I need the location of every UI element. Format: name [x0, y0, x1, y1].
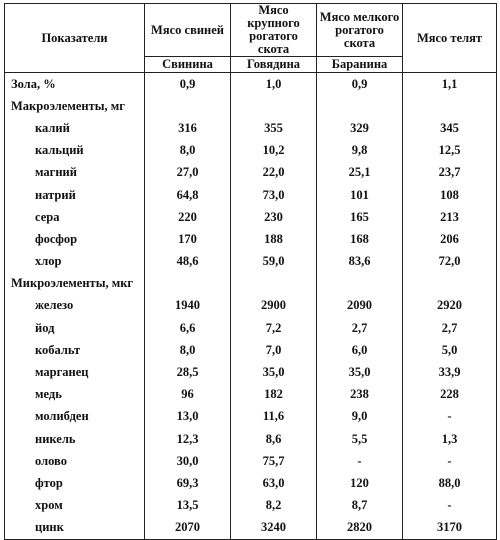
value-cell: 228: [403, 384, 497, 406]
element-label: медь: [5, 384, 145, 406]
element-label: молибден: [5, 406, 145, 428]
table-row: [5, 517, 497, 540]
element-label: олово: [5, 450, 145, 472]
value-cell: 35,0: [317, 361, 403, 383]
table-row: [5, 317, 497, 339]
pork-meat-header: Мясо свиней: [145, 4, 231, 57]
table-row: [5, 450, 497, 472]
beef-meat-header: Мясо крупного рогатого скота: [231, 4, 317, 57]
table-body: [5, 73, 497, 540]
value-cell: 2,7: [403, 317, 497, 339]
value-cell: 12,5: [403, 140, 497, 162]
micro-section-title: Микроэлементы, мкг: [5, 273, 145, 295]
element-label: кобальт: [5, 339, 145, 361]
value-cell: 8,0: [145, 339, 231, 361]
value-cell: 5,0: [403, 339, 497, 361]
value-cell: 6,0: [317, 339, 403, 361]
value-cell: -: [403, 406, 497, 428]
element-label: марганец: [5, 361, 145, 383]
value-cell: 9,8: [317, 140, 403, 162]
element-label: цинк: [5, 517, 145, 540]
table-row: [5, 361, 497, 383]
value-cell: 69,3: [145, 472, 231, 494]
element-label: фтор: [5, 472, 145, 494]
value-cell: 35,0: [231, 361, 317, 383]
table-row: [5, 184, 497, 206]
value-cell: 101: [317, 184, 403, 206]
value-cell: 10,2: [231, 140, 317, 162]
value-cell: 73,0: [231, 184, 317, 206]
value-cell: 1940: [145, 295, 231, 317]
value-cell: 88,0: [403, 472, 497, 494]
element-label: натрий: [5, 184, 145, 206]
value-cell: 1,3: [403, 428, 497, 450]
element-label: фосфор: [5, 228, 145, 250]
value-cell: 2,7: [317, 317, 403, 339]
value-cell: 213: [403, 206, 497, 228]
value-cell: 170: [145, 228, 231, 250]
value-cell: 182: [231, 384, 317, 406]
ash-value-pork: 0,9: [145, 73, 231, 96]
value-cell: 2920: [403, 295, 497, 317]
mutton-header: Баранина: [317, 57, 403, 73]
table-row: [5, 472, 497, 494]
table-row: [5, 162, 497, 184]
ash-value-mutton: 0,9: [317, 73, 403, 96]
element-label: сера: [5, 206, 145, 228]
value-cell: 220: [145, 206, 231, 228]
value-cell: 2090: [317, 295, 403, 317]
element-label: йод: [5, 317, 145, 339]
macro-section-row: [5, 95, 497, 117]
value-cell: 72,0: [403, 251, 497, 273]
value-cell: 30,0: [145, 450, 231, 472]
table-row: [5, 140, 497, 162]
veal-meat-header: Мясо телят: [403, 4, 497, 73]
value-cell: 238: [317, 384, 403, 406]
value-cell: 33,9: [403, 361, 497, 383]
value-cell: 11,6: [231, 406, 317, 428]
value-cell: 2900: [231, 295, 317, 317]
value-cell: 59,0: [231, 251, 317, 273]
element-label: магний: [5, 162, 145, 184]
value-cell: 83,6: [317, 251, 403, 273]
value-cell: 63,0: [231, 472, 317, 494]
table-row: [5, 384, 497, 406]
value-cell: 64,8: [145, 184, 231, 206]
value-cell: 3240: [231, 517, 317, 540]
element-label: никель: [5, 428, 145, 450]
value-cell: 165: [317, 206, 403, 228]
value-cell: 48,6: [145, 251, 231, 273]
ash-value-beef: 1,0: [231, 73, 317, 96]
value-cell: -: [403, 495, 497, 517]
value-cell: 6,6: [145, 317, 231, 339]
macro-section-title: Макроэлементы, мг: [5, 95, 145, 117]
value-cell: 120: [317, 472, 403, 494]
value-cell: 75,7: [231, 450, 317, 472]
indicators-header: Показатели: [5, 4, 145, 73]
value-cell: 329: [317, 117, 403, 139]
table-row: [5, 228, 497, 250]
value-cell: 12,3: [145, 428, 231, 450]
value-cell: 168: [317, 228, 403, 250]
ash-value-veal: 1,1: [403, 73, 497, 96]
value-cell: 345: [403, 117, 497, 139]
value-cell: 206: [403, 228, 497, 250]
value-cell: 2070: [145, 517, 231, 540]
value-cell: 8,0: [145, 140, 231, 162]
table-row: [5, 406, 497, 428]
value-cell: 7,0: [231, 339, 317, 361]
composition-table: [4, 3, 497, 540]
value-cell: -: [403, 450, 497, 472]
table-row: [5, 339, 497, 361]
value-cell: -: [317, 450, 403, 472]
value-cell: 8,7: [317, 495, 403, 517]
value-cell: 7,2: [231, 317, 317, 339]
value-cell: 96: [145, 384, 231, 406]
value-cell: 230: [231, 206, 317, 228]
value-cell: 316: [145, 117, 231, 139]
value-cell: 355: [231, 117, 317, 139]
header-row: [5, 4, 497, 57]
value-cell: 13,0: [145, 406, 231, 428]
value-cell: 108: [403, 184, 497, 206]
table-row: [5, 428, 497, 450]
value-cell: 28,5: [145, 361, 231, 383]
element-label: калий: [5, 117, 145, 139]
value-cell: 8,6: [231, 428, 317, 450]
table-row: [5, 295, 497, 317]
value-cell: 8,2: [231, 495, 317, 517]
pork-header: Свинина: [145, 57, 231, 73]
element-label: хлор: [5, 251, 145, 273]
table-row: [5, 206, 497, 228]
micro-section-row: [5, 273, 497, 295]
beef-header: Говядина: [231, 57, 317, 73]
table-row: [5, 251, 497, 273]
element-label: железо: [5, 295, 145, 317]
value-cell: 188: [231, 228, 317, 250]
value-cell: 25,1: [317, 162, 403, 184]
value-cell: 2820: [317, 517, 403, 540]
value-cell: 5,5: [317, 428, 403, 450]
value-cell: 9,0: [317, 406, 403, 428]
value-cell: 27,0: [145, 162, 231, 184]
value-cell: 23,7: [403, 162, 497, 184]
element-label: хром: [5, 495, 145, 517]
table-row: [5, 117, 497, 139]
value-cell: 3170: [403, 517, 497, 540]
value-cell: 22,0: [231, 162, 317, 184]
ash-label: Зола, %: [5, 73, 145, 96]
value-cell: 13,5: [145, 495, 231, 517]
mutton-meat-header: Мясо мелкого рогатого скота: [317, 4, 403, 57]
element-label: кальций: [5, 140, 145, 162]
table-row: [5, 495, 497, 517]
ash-row: [5, 73, 497, 96]
